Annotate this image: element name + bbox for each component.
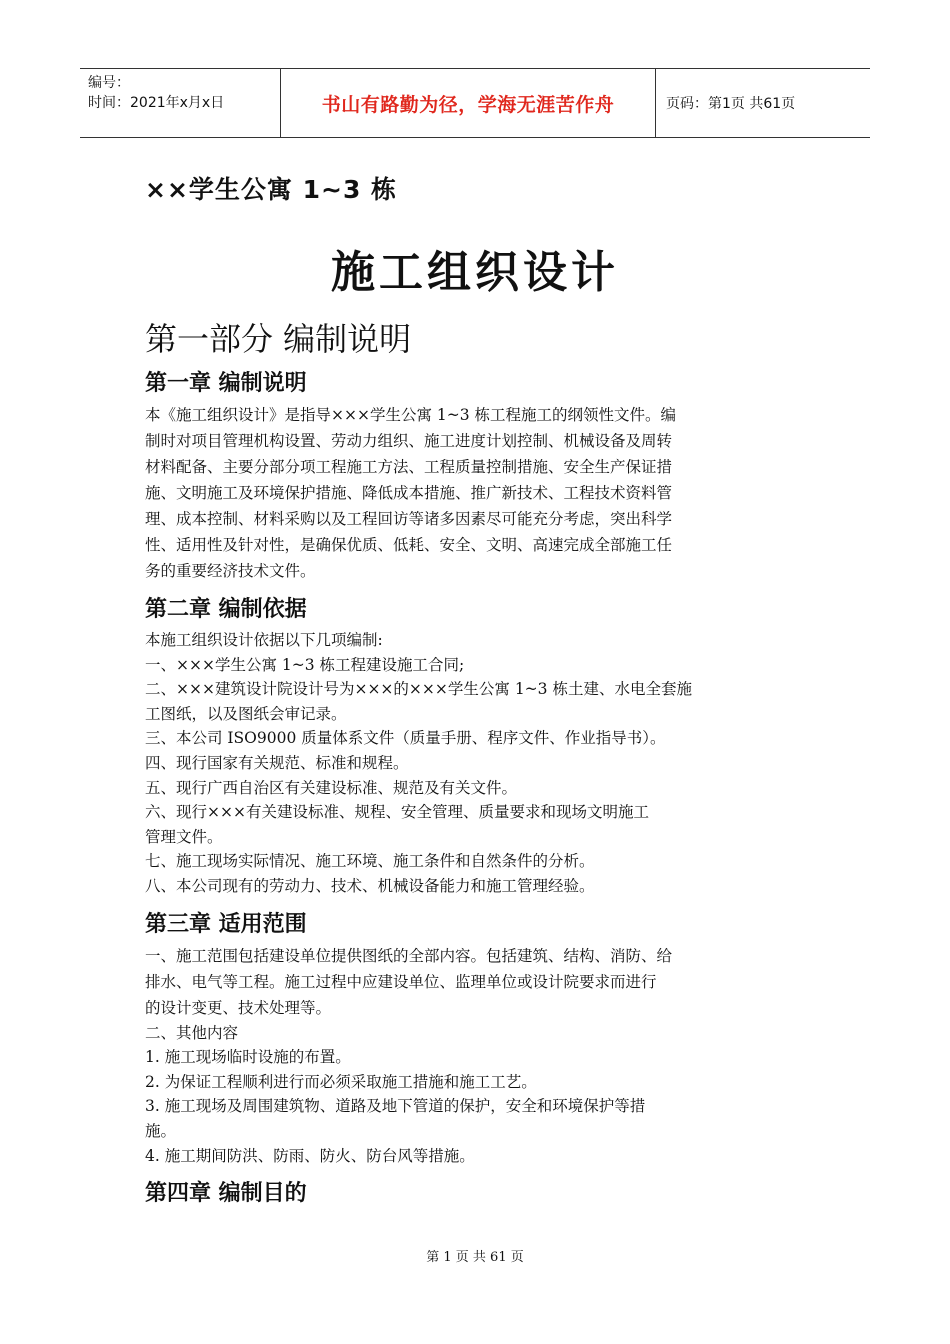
chapter-2-heading: 第二章 编制依据 xyxy=(145,597,307,622)
list-item: 2. 为保证工程顺利进行而必须采取施工措施和施工工艺。 xyxy=(145,1072,537,1091)
list-item: 4. 施工期间防洪、防雨、防火、防台风等措施。 xyxy=(145,1146,475,1165)
document-body xyxy=(145,366,805,1212)
list-item: 二、×××建筑设计院设计号为×××的×××学生公寓 1~3 栋土建、水电全套施 xyxy=(145,680,692,699)
chapter-3-body xyxy=(145,943,805,1169)
header-page-info: 页码：第1页 共61页 xyxy=(666,96,796,112)
list-item: 本施工组织设计依据以下几项编制: xyxy=(145,631,383,649)
paragraph-line: 制时对项目管理机构设置、劳动力组织、施工进度计划控制、机械设备及周转 xyxy=(145,432,673,450)
paragraph-line: 材料配备、主要分部分项工程施工方法、工程质量控制措施、安全生产保证措 xyxy=(145,458,673,476)
header-meta xyxy=(80,69,280,137)
document-subtitle: ××学生公寓 1~3 栋 xyxy=(145,175,398,204)
header-motto: 书山有路勤为径，学海无涯苦作舟 xyxy=(280,69,656,137)
number-label: 编号： xyxy=(88,75,130,91)
list-item: 八、本公司现有的劳动力、技术、机械设备能力和施工管理经验。 xyxy=(145,876,595,895)
paragraph-line: 一、施工范围包括建设单位提供图纸的全部内容。包括建筑、结构、消防、给 xyxy=(145,946,673,965)
chapter-1-heading: 第一章 编制说明 xyxy=(145,371,307,396)
list-item: 三、本公司 ISO9000 质量体系文件（质量手册、程序文件、作业指导书）。 xyxy=(145,729,666,748)
list-item: 六、现行×××有关建设标准、规程、安全管理、质量要求和现场文明施工 xyxy=(145,803,649,822)
paragraph-line: 的设计变更、技术处理等。 xyxy=(145,998,332,1017)
paragraph-line: 本《施工组织设计》是指导×××学生公寓 1~3 栋工程施工的纲领性文件。编 xyxy=(145,406,677,424)
paragraph-line: 理、成本控制、材料采购以及工程回访等诸多因素尽可能充分考虑，突出科学 xyxy=(145,510,673,528)
list-item: 五、现行广西自治区有关建设标准、规范及有关文件。 xyxy=(145,778,518,797)
paragraph-line: 排水、电气等工程。施工过程中应建设单位、监理单位或设计院要求而进行 xyxy=(145,972,657,991)
paragraph-line: 施、文明施工及环境保护措施、降低成本措施、推广新技术、工程技术资料管 xyxy=(145,484,673,502)
list-item: 七、施工现场实际情况、施工环境、施工条件和自然条件的分析。 xyxy=(145,852,595,871)
list-item: 工图纸，以及图纸会审记录。 xyxy=(145,704,347,723)
list-item: 3. 施工现场及周围建筑物、道路及地下管道的保护，安全和环境保护等措 xyxy=(145,1097,646,1116)
list-item: 四、现行国家有关规范、标准和规程。 xyxy=(145,753,409,772)
list-item: 二、其他内容 xyxy=(145,1023,239,1042)
chapter-2-body xyxy=(145,628,805,899)
list-item: 一、×××学生公寓 1~3 栋工程建设施工合同; xyxy=(145,655,465,674)
paragraph-line: 性、适用性及针对性，是确保优质、低耗、安全、文明、高速完成全部施工任 xyxy=(145,536,673,554)
page-footer: 第 1 页 共 61 页 xyxy=(426,1250,524,1265)
chapter-3-heading: 第三章 适用范围 xyxy=(145,911,307,937)
paragraph-line: 务的重要经济技术文件。 xyxy=(145,562,316,580)
document-title: 施工组织设计 xyxy=(331,247,619,298)
list-item: 施。 xyxy=(145,1121,177,1140)
part-title: 第一部分 编制说明 xyxy=(145,320,412,358)
page-header xyxy=(80,68,870,138)
list-item: 1. 施工现场临时设施的布置。 xyxy=(145,1048,351,1067)
chapter-4-heading: 第四章 编制目的 xyxy=(145,1181,307,1207)
list-item: 管理文件。 xyxy=(145,827,223,846)
chapter-1-body xyxy=(145,402,805,584)
time-label: 时间：2021年x月x日 xyxy=(88,95,225,111)
